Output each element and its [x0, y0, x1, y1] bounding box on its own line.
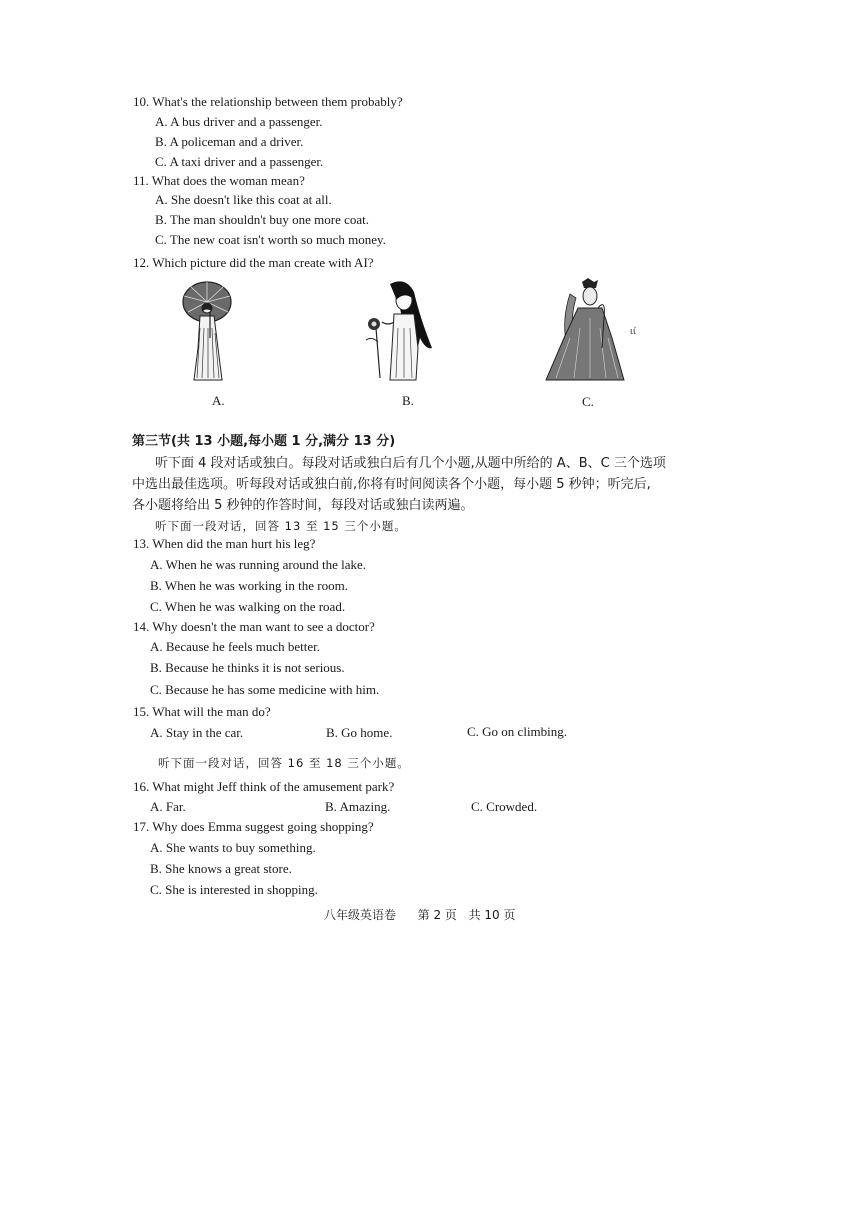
question-14-option-a: A. Because he feels much better.	[150, 639, 321, 654]
question-15-option-b: B. Go home.	[326, 725, 393, 740]
question-17-option-b: B. She knows a great store.	[150, 861, 292, 876]
long-haired-woman-with-flower-icon	[360, 278, 440, 384]
question-12-stem: 12. Which picture did the man create with AI?	[133, 255, 374, 270]
question-16-option-a: A. Far.	[150, 799, 186, 814]
footer-total-pages: 共 10 页	[468, 908, 516, 922]
question-11-option-c: C. The new coat isn't worth so much money.	[155, 232, 386, 247]
question-14-option-c: C. Because he has some medicine with him.	[150, 682, 380, 697]
dialog-2-note: 听下面一段对话，回答 16 至 18 三个小题。	[158, 756, 410, 770]
question-10-stem: 10. What's the relationship between them probably?	[133, 94, 403, 109]
question-16-option-b: B. Amazing.	[325, 799, 391, 814]
question-11-option-b: B. The man shouldn't buy one more coat.	[155, 212, 370, 227]
section-3-instructions-line-3: 各小题将给出 5 秒钟的作答时间，每段对话或独白读两遍。	[132, 498, 474, 513]
section-3-instructions-line-1: 听下面 4 段对话或独白。每段对话或独白后有几个小题,从题中所给的 A、B、C 三个选项	[155, 456, 666, 471]
woman-in-robe-with-headdress-icon	[540, 278, 648, 384]
question-17-stem: 17. Why does Emma suggest going shopping?	[133, 819, 374, 834]
svg-text:ιί: ιί	[630, 327, 637, 337]
question-13-stem: 13. When did the man hurt his leg?	[133, 536, 316, 551]
question-15-option-a: A. Stay in the car.	[150, 725, 244, 740]
question-10-option-a: A. A bus driver and a passenger.	[155, 114, 323, 129]
footer-exam-title: 八年级英语卷	[324, 908, 397, 922]
question-10-option-c: C. A taxi driver and a passenger.	[155, 154, 324, 169]
question-17-option-c: C. She is interested in shopping.	[150, 882, 318, 897]
question-14-stem: 14. Why doesn't the man want to see a doctor?	[133, 619, 375, 634]
question-11-stem: 11. What does the woman mean?	[133, 173, 305, 188]
question-11-option-a: A. She doesn't like this coat at all.	[155, 192, 332, 207]
question-16-stem: 16. What might Jeff think of the amusement park?	[133, 779, 395, 794]
page-footer	[324, 906, 516, 923]
question-15-stem: 15. What will the man do?	[133, 704, 271, 719]
picture-label-a: A.	[212, 393, 225, 408]
question-13-option-c: C. When he was walking on the road.	[150, 599, 346, 614]
footer-page-number: 第 2 页	[417, 908, 457, 922]
picture-label-c: C.	[582, 394, 594, 409]
question-13-option-a: A. When he was running around the lake.	[150, 557, 367, 572]
woman-with-umbrella-icon	[180, 278, 236, 384]
question-10-option-b: B. A policeman and a driver.	[155, 134, 304, 149]
question-14-option-b: B. Because he thinks it is not serious.	[150, 660, 345, 675]
dialog-1-note: 听下面一段对话，回答 13 至 15 三个小题。	[155, 519, 407, 533]
picture-label-b: B.	[402, 393, 414, 408]
question-13-option-b: B. When he was working in the room.	[150, 578, 348, 593]
question-17-option-a: A. She wants to buy something.	[150, 840, 316, 855]
section-3-heading: 第三节(共 13 小题,每小题 1 分,满分 13 分)	[132, 434, 396, 449]
question-16-option-c: C. Crowded.	[471, 799, 538, 814]
section-3-instructions-line-2: 中选出最佳选项。听每段对话或独白前,你将有时间阅读各个小题，每小题 5 秒钟；听完后,	[132, 477, 651, 492]
question-15-option-c: C. Go on climbing.	[467, 724, 568, 739]
